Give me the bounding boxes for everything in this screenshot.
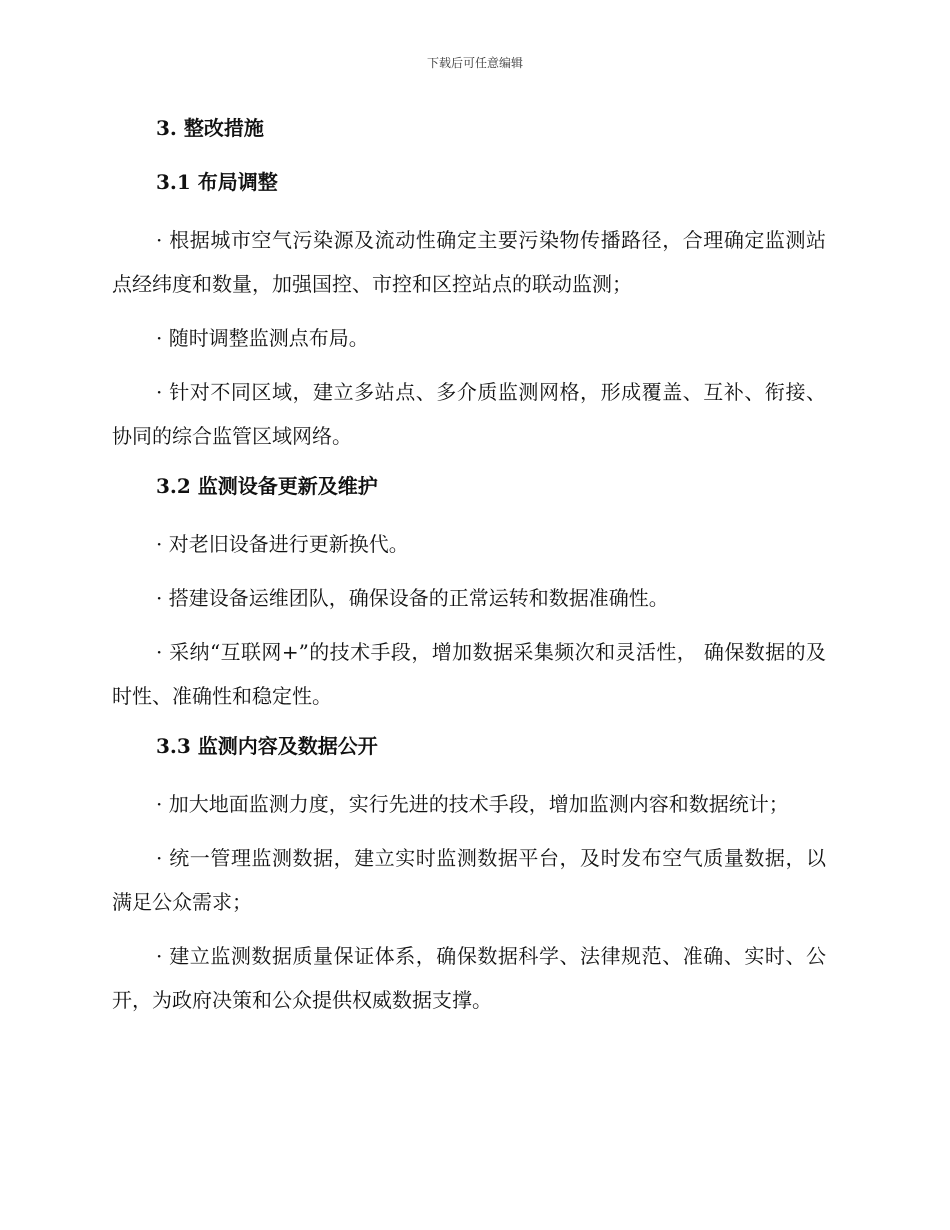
paragraph: · 搭建设备运维团队，确保设备的正常运转和数据准确性。 xyxy=(156,586,669,610)
paragraph: · 针对不同区域，建立多站点、多介质监测网格，形成覆盖、互补、衔接、协同的综合监管区域网络。 xyxy=(112,380,826,448)
section-heading-3-2: 3.2 监测设备更新及维护 xyxy=(156,474,378,498)
page-header: 下载后可任意编辑 xyxy=(426,56,523,70)
section-heading-3-3: 3.3 监测内容及数据公开 xyxy=(156,734,378,758)
paragraph: · 统一管理监测数据，建立实时监测数据平台，及时发布空气质量数据，以满足公众需求； xyxy=(112,846,826,914)
paragraph: · 根据城市空气污染源及流动性确定主要污染物传播路径，合理确定监测站点经纬度和数量，加强国控、市控和区控站点的联动监测； xyxy=(112,228,826,296)
section-heading-3: 3. 整改措施 xyxy=(156,116,264,140)
paragraph: · 随时调整监测点布局。 xyxy=(156,326,369,350)
section-heading-3-1: 3.1 布局调整 xyxy=(156,170,278,194)
paragraph: · 建立监测数据质量保证体系，确保数据科学、法律规范、准确、实时、公开，为政府决策和公众提供权威数据支撑。 xyxy=(112,944,826,1012)
paragraph: · 采纳“互联网+”的技术手段，增加数据采集频次和灵活性， 确保数据的及时性、准确性和稳定性。 xyxy=(112,640,826,708)
paragraph: · 对老旧设备进行更新换代。 xyxy=(156,532,409,556)
paragraph: · 加大地面监测力度，实行先进的技术手段，增加监测内容和数据统计； xyxy=(156,792,789,816)
document-body xyxy=(112,110,826,1032)
